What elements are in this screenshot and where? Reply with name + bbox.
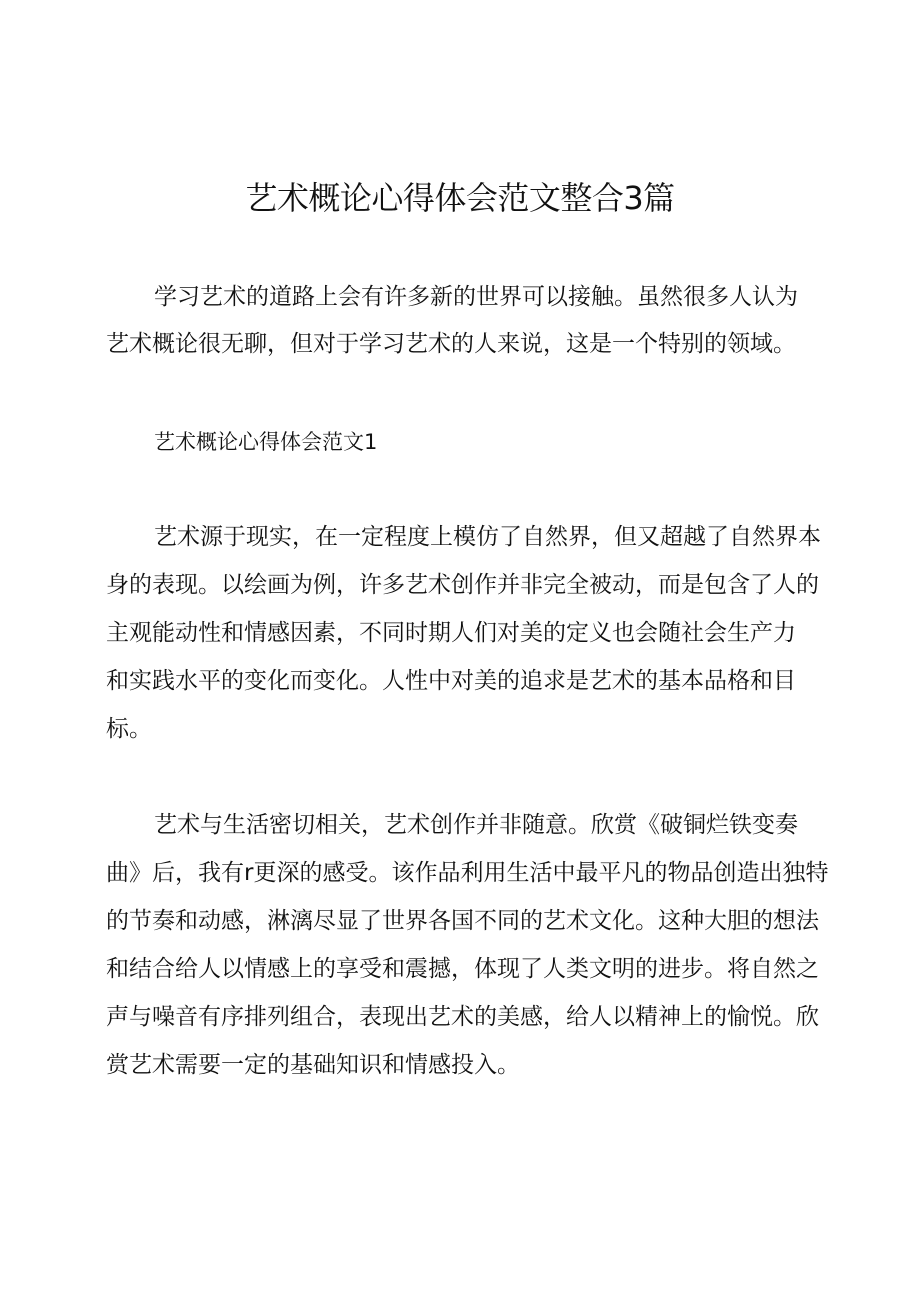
paragraph1-line-1: 艺术源于现实，在一定程度上模仿了自然界，但又超越了自然界本 [154, 524, 821, 550]
paragraph2-line-2: 曲》后，我有r更深的感受。该作品利用生活中最平凡的物品创造出独特 [106, 860, 829, 886]
paragraph1-line-5: 标。 [106, 716, 152, 742]
document-title: 艺术概论心得体会范文整合3篇 [245, 179, 675, 217]
paragraph2-line-3: 的节奏和动感，淋漓尽显了世界各国不同的艺术文化。这种大胆的想法 [106, 908, 819, 934]
paragraph2-line-5: 声与噪音有序排列组合，表现出艺术的美感，给人以精神上的愉悦。欣 [106, 1004, 819, 1030]
paragraph2-line-4: 和结合给人以情感上的享受和震撼，体现了人类文明的进步。将自然之 [106, 956, 819, 982]
intro-line-2: 艺术概论很无聊，但对于学习艺术的人来说，这是一个特别的领域。 [106, 331, 796, 357]
intro-line-1: 学习艺术的道路上会有许多新的世界可以接触。虽然很多人认为 [154, 284, 798, 310]
paragraph2-line-6: 赏艺术需要一定的基础知识和情感投入。 [106, 1052, 520, 1078]
paragraph1-line-4: 和实践水平的变化而变化。人性中对美的追求是艺术的基本品格和目 [106, 668, 796, 694]
section-heading: 艺术概论心得体会范文1 [154, 430, 378, 454]
paragraph1-line-3: 主观能动性和情感因素，不同时期人们对美的定义也会随社会生产力 [106, 620, 796, 646]
paragraph2-line-1: 艺术与生活密切相关，艺术创作并非随意。欣赏《破铜烂铁变奏 [154, 812, 798, 838]
paragraph1-line-2: 身的表现。以绘画为例，许多艺术创作并非完全被动，而是包含了人的 [106, 572, 819, 598]
